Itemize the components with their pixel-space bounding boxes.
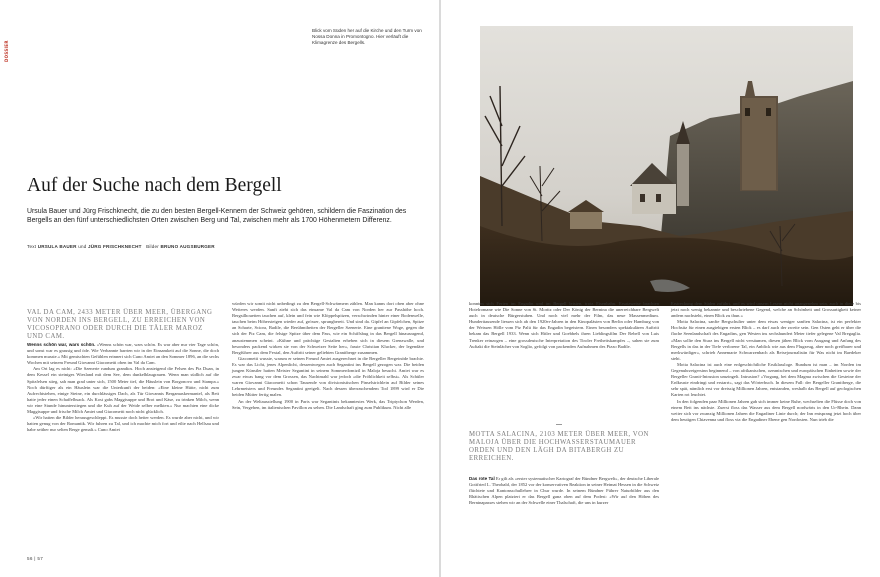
credits-author-2: JÜRG FRISCHKNECHT (87, 244, 142, 249)
body-paragraph: Am Ort lag es nicht: «Die Szenerie rundum grandios. Hoch ansteigend die Felsen des Piz Duan, in dem Kessel ein steiniges Wiesland mit dem See, dem dunkelblaugrauen. Wenn man südlich auf die Spitzfelsen stieg, sah man grad unter sich, 1500 Meter tief, die Häuslein von Borgonovo und Stampa.» Noch dürftiger als ein Häuslein war die Unterkunft der beiden: «Eine kleine Hütte, nicht zum Aufrechtstehen, einige Steine, ein durchlässiges Dach, als Tür Giovannis Bergamaskermantel, als Bett hatte jeder einen Schaffelbsack. Als Kost gabs Maggisuppe und Brot und Käse, zu trinken Milch, wenn wir eine Stunde hinunterstiegen und die Kuh auf der Weide selber melkten.» Nur machten eine dicke Maggisuppe und frische Milch Amiet und Giacometti noch nicht glücklich. (27, 366, 219, 415)
paragraph-text: Er gilt als «erster systematischer Kartograf der Bündner Bergwelt», der deutsche Liberale Gottfried L. Theobald, der 1852 vor der konservativen Reaktion in seiner Heimat Hessen in die Schweiz flüchtete und Kantonsschullehrer in Chur wurde. In seinem Bündner Führer Naturbilder aus den Rhätischen Alpen platziert er das Bergell ganz oben auf dem Podest: «Wir auf den Höhen des Berninapasses stehen wir an der Schwelle einer Thalschaft, die uns in kurzer (469, 476, 660, 506)
body-paragraph (27, 342, 219, 366)
run-in-heading: Wenns schön war, wars schön. (27, 342, 96, 347)
section-tag: DOSSIER (4, 40, 9, 62)
article-title: Auf der Suche nach dem Bergell (27, 175, 282, 196)
body-paragraph: An der Weltausstellung 1900 in Paris war Segantinis bekanntestes Werk, das Triptychon Werden, Sein, Vergehen, im italienischen Pavillon zu sehen. Die Landschaft ging zum Publikum. Nicht alle (232, 398, 424, 410)
credits-images-label: Bilder (146, 244, 160, 249)
section-divider (556, 424, 562, 425)
body-paragraph: Erstreckung dem Süden zuführt, und es wird unsern Lesern nicht unangenehm sein, auch in diese bis jetzt noch wenig bekannte und beschriebene Gegend, welche an Schönheit und Grossartigkeit keiner andern nachsteht, einen Blick zu thun.» (671, 301, 861, 319)
paragraph-text: «Wenns schön war, wars schön. Es war aber nur vier Tage schön, und sonst war es grausig und öde. Wie Verbannte harrten wir in der Einsamkeit auf die Sonne, die doch kommen musste.» Mit gemischten Gefühlen erinnert sich Cuno Amiet an den Sommer 1896, an die sechs Wochen mit seinem Freund Giovanni Giacometti oben im Val da Cam. (27, 342, 219, 366)
section-heading-val-da-cam: VAL DA CAM, 2433 METER ÜBER MEER, ÜBERGANG VON NORDEN INS BERGELL, ZU ERREICHEN VON VICOSOPRANO ODER DURCH DIE TÄLER MAROZ UND CAM. (27, 309, 213, 340)
credits-text-label: Text (27, 244, 37, 249)
credits-author-1: URSULA BAUER (37, 244, 77, 249)
body-paragraph: Motta Salacina, sanfte Bergschulter unter dem etwas weniger sanften Salacina, ist ein perfekter Hochsitz für einen ausgiebigen ersten Blick – es darf auch der zweite sein. Gen Osten geht er über die flache Seenlandschaft des Engadins, gen Westen ins sechshundert Meter tiefer gelegene Val Bregaglia. «Man sollte den Sturz ins Bergell nicht versäumen, diesen jähen Blick vom Ausgang und Anfang des Bergells in das in der Tiefe verlorene Tal, ein Anblick wie aus dem Flugzeug, aber noch greifbarer und merkwürdiger», schrieb Annemarie Schwarzenbach als Reisejournalistin für Was nicht im Baedeker steht. (671, 319, 861, 361)
body-column-1 (27, 342, 219, 552)
photo-caption: Blick vom Süden her auf die Kirche und den Turm von Nossa Donna in Promontogno. Hier verläuft die Klimagrenze des Bergells. (312, 28, 422, 45)
body-column-3-lower (469, 476, 659, 556)
body-paragraph: In den folgenden paar Millionen Jahren gab sich immer keine Ruhe, wechselten die Flüsse doch von einem Bett ins nächste. Zuerst floss das Wasser aus dem Bergell nordwärts in den Ur-Rhein. Dann weiter sich vor zwanzig Millionen Jahren die Engadiner Linie durch; der Inn entsprang jetzt hoch über dem heutigen Chiavenna und floss via die Engadiner Ebene gen Nordosten. Nun trieb die (671, 398, 861, 422)
body-paragraph: «Wir hatten die Bilder herausgeschleppt. Es musste doch heiter werden. Es wurde aber nicht, und wir hatten genug von der Romantik. Wir fuhren zu Tal, und ich machte mich fort und eilte nach Hellsau und habe seither nur selten Berge gemalt.» Cuno Amiet (27, 415, 219, 433)
body-column-4 (671, 301, 861, 551)
section-heading-motta-salacina: MOTTA SALACINA, 2103 METER ÜBER MEER, VON MALOJA ÜBER DIE HOCHWASSERSTAUMAUER ORDEN UND DEN LÄGH DA BITABERGH ZU ERREICHEN. (469, 431, 649, 462)
body-column-2 (232, 301, 424, 551)
article-credits (27, 244, 427, 249)
body-paragraph (469, 476, 659, 506)
run-in-heading: Das rote Tal (469, 476, 495, 481)
article-lead: Ursula Bauer und Jürg Frischknecht, die zu den besten Bergell-Kennern der Schweiz gehören, schildern die Faszination des Bergells an den fünf unterschiedlichsten Orten zwischen Berg und Tal, zwischen mehr als 1700 Höhenmetern Differenz. (27, 208, 407, 224)
body-paragraph: würden wir somit nicht unbedingt zu den Bergell-Schwärmern zählen. Man kanns dort oben aber ohne Weiteres werden. Sanft zieht sich das einsame Val da Cam von Norden her zur Passhöhe hoch. Bergsilhouetten tauchen auf, klein und fein wie Klöppelspitzen, verschwinden hinter einer Bodenwelle, tauchen beim Höhersteigen wieder auf, grösser, sprungbereit. Und sind da. Gipfel an Gipfelchen, Spitze an Scharte, Sciora, Badile, die Berühmtheiten der Bergeller Szenerie. Eine granitene Woge, gegen die sich der Piz Cam, die felsige Spitze über dem Pass, wie ein Schiffsbug in das Bergell hinausragend, anzustemmen scheint. «Kühne und prächtige Gestalten erheben sich in diesem Grenzwalle, und besonders packend wirken sie von der Schweizer Seite her», fasste Christian Klucker, der legendäre Bergführer aus dem Fextal, den Auftritt seiner geliebten Granitberge zusammen. (232, 301, 424, 355)
body-column-3 (469, 301, 659, 419)
body-paragraph: Motta Salacina ist auch eine erdgeschichtliche Erstklassloge. Rundum ist man – im Norden im Gegenuhrzeigersinn beginnend – von afrikanischen, ozeanischen und europäischen Einheiten sowie der Bergeller Granit-Intrusion umzingelt. Intrusion? «Vorgang, bei dem Magma zwischen die Gesteine der Erdkruste eindringt und erstarrt», sagt das Wörterbuch. In diesem Fall: der Bergeller Granitberge, die sehr spät, nämlich erst vor dreissig Millionen Jahren, entstanden, weshalb das Bergell auf geologischen Karten rot leuchtet. (671, 361, 861, 398)
page-numbers: 56 | 57 (27, 556, 44, 561)
left-page (0, 0, 439, 577)
church-landscape-photo (480, 26, 853, 306)
credits-and: und (78, 244, 87, 249)
body-paragraph: Giacometti wusste, warum er seinen Freund Amiet ausgerechnet in die Bergeller Bergeinöde brachte. Es war das Licht, jenes Alpenlicht, dessentwegen auch Segantini ins Bergell gezogen war. Die beiden jungen Künstler hatten Meister Segantini in seinem Sommerdomizil in Maloja besucht. Amiet war es zwar etwas bang vor dem Grossen, das Nachtmahl war jedoch «die Fröhlichkeit selbst». Als Schüler waren Giovanni Giacometti schon Tausende von divisionistischen Pinselstrichlein auf Bilder seines Lehrmeisters und Freundes Segantini geeigelt. Nach dessen überraschendem Tod 1899 wird er Die beiden Mütter fertig malen. (232, 355, 424, 398)
right-page (441, 0, 880, 577)
credits-photographer: BRUNO AUGSBURGER (160, 244, 215, 249)
body-paragraph: konnten sich Ferien im Engadin und im Bergell leisten, trotz Eisenbahn. Ersatzweise brachten Hotelromane wie Die Sonne von St. Moritz oder Der König der Bernina die unerreichbare Bergwelt auch in deutsche Bürgerstuben. Und noch viel mehr der Film, das neue Massenmedium. Hunderttausende liessen sich ab den 1920er-Jahren in den Kinopalästen von Berlin oder Hamburg von der Weissen Hölle vom Piz Palü für das Engadin begeistern. Einen besonders spektakulären Auftritt bekam das Bergell 1933. Wenn sich Hitler und Goebbels ihren Lieblingsfilm Der Rebell von Luis Trenker reinzogen – eine grossdeutsche Interpretation des Tiroler Freiheitskampfes –, sahen sie zum Auftakt die Steinlächer von Soglio, gefolgt von packenden Aufnahmen des Pizzo Badile. (469, 301, 659, 349)
